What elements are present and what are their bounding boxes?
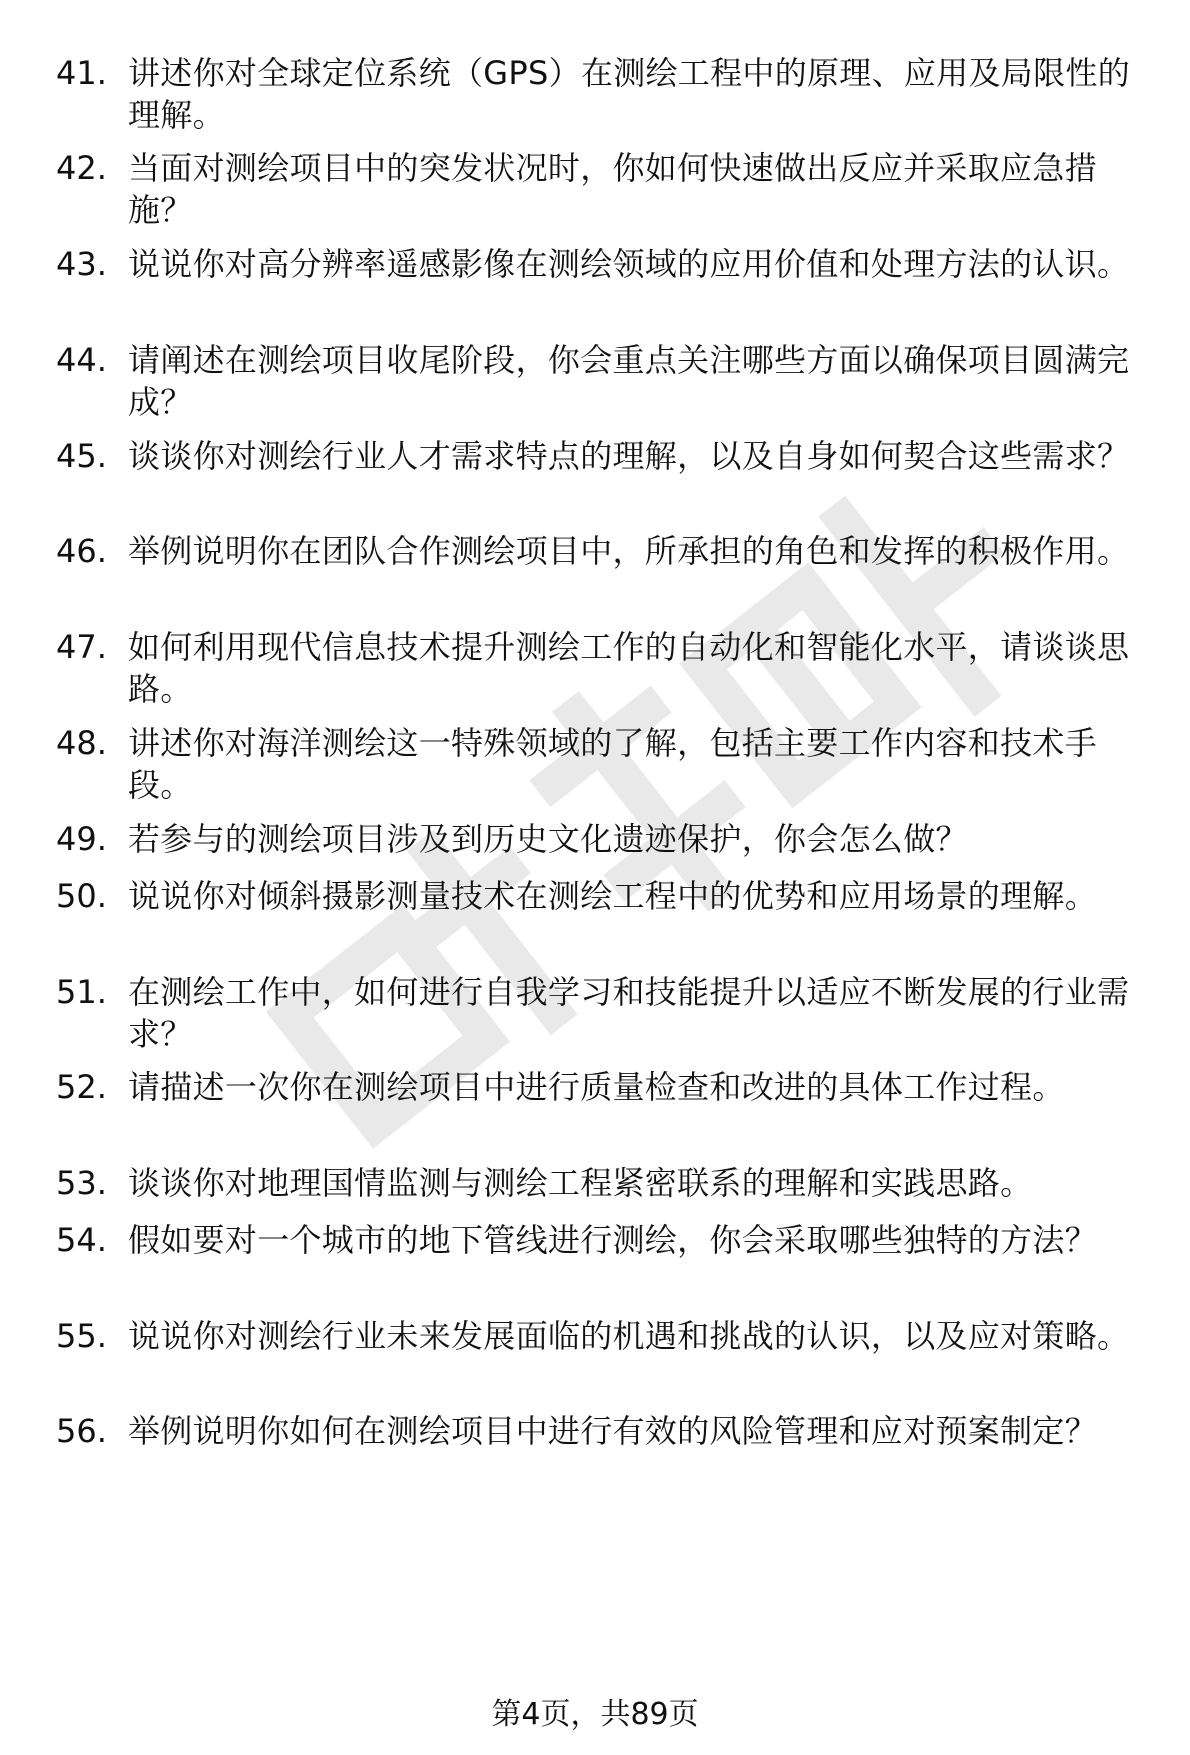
question-text: 说说你对测绘行业未来发展面临的机遇和挑战的认识，以及应对策略。 [128,1317,1130,1355]
page-number-label: 第4页，共89页 [491,1697,699,1732]
question-number: 56. [56,1412,107,1450]
question-number: 49. [56,820,107,858]
question-number: 41. [56,54,107,92]
question-number: 45. [56,437,107,475]
question-text: 说说你对倾斜摄影测量技术在测绘工程中的优势和应用场景的理解。 [128,877,1098,915]
question-number: 48. [56,724,107,762]
question-text: 举例说明你如何在测绘项目中进行有效的风险管理和应对预案制定？ [128,1412,1098,1450]
question-number: 54. [56,1221,107,1259]
question-text: 若参与的测绘项目涉及到历史文化遗迹保护，你会怎么做？ [128,820,968,858]
question-number: 55. [56,1317,107,1355]
question-text: 讲述你对全球定位系统（GPS）在测绘工程中的原理、应用及局限性的理解。 [128,54,1131,134]
question-number: 51. [56,973,107,1011]
question-text: 谈谈你对测绘行业人才需求特点的理解，以及自身如何契合这些需求？ [128,437,1130,475]
question-text: 如何利用现代信息技术提升测绘工作的自动化和智能化水平，请谈谈思路。 [128,628,1130,708]
question-text: 说说你对高分辨率遥感影像在测绘领域的应用价值和处理方法的认识。 [128,245,1130,283]
question-text: 在测绘工作中，如何进行自我学习和技能提升以适应不断发展的行业需求？ [128,973,1130,1053]
question-number: 52. [56,1068,107,1106]
question-text: 假如要对一个城市的地下管线进行测绘，你会采取哪些独特的方法？ [128,1221,1098,1259]
page-footer [0,1695,1190,1735]
question-number: 43. [56,245,107,283]
question-number: 53. [56,1164,107,1202]
question-text: 谈谈你对地理国情监测与测绘工程紧密联系的理解和实践思路。 [128,1164,1033,1202]
question-text: 举例说明你在团队合作测绘项目中，所承担的角色和发挥的积极作用。 [128,532,1130,570]
question-text: 请阐述在测绘项目收尾阶段，你会重点关注哪些方面以确保项目圆满完成？ [128,341,1130,421]
question-number: 50. [56,877,107,915]
question-number: 44. [56,341,107,379]
question-number: 47. [56,628,107,666]
question-text: 请描述一次你在测绘项目中进行质量检查和改进的具体工作过程。 [128,1068,1065,1106]
question-text: 当面对测绘项目中的突发状况时，你如何快速做出反应并采取应急措施？ [128,149,1098,229]
question-text: 讲述你对海洋测绘这一特殊领域的了解，包括主要工作内容和技术手段。 [128,724,1098,804]
question-number: 46. [56,532,107,570]
question-number: 42. [56,149,107,187]
